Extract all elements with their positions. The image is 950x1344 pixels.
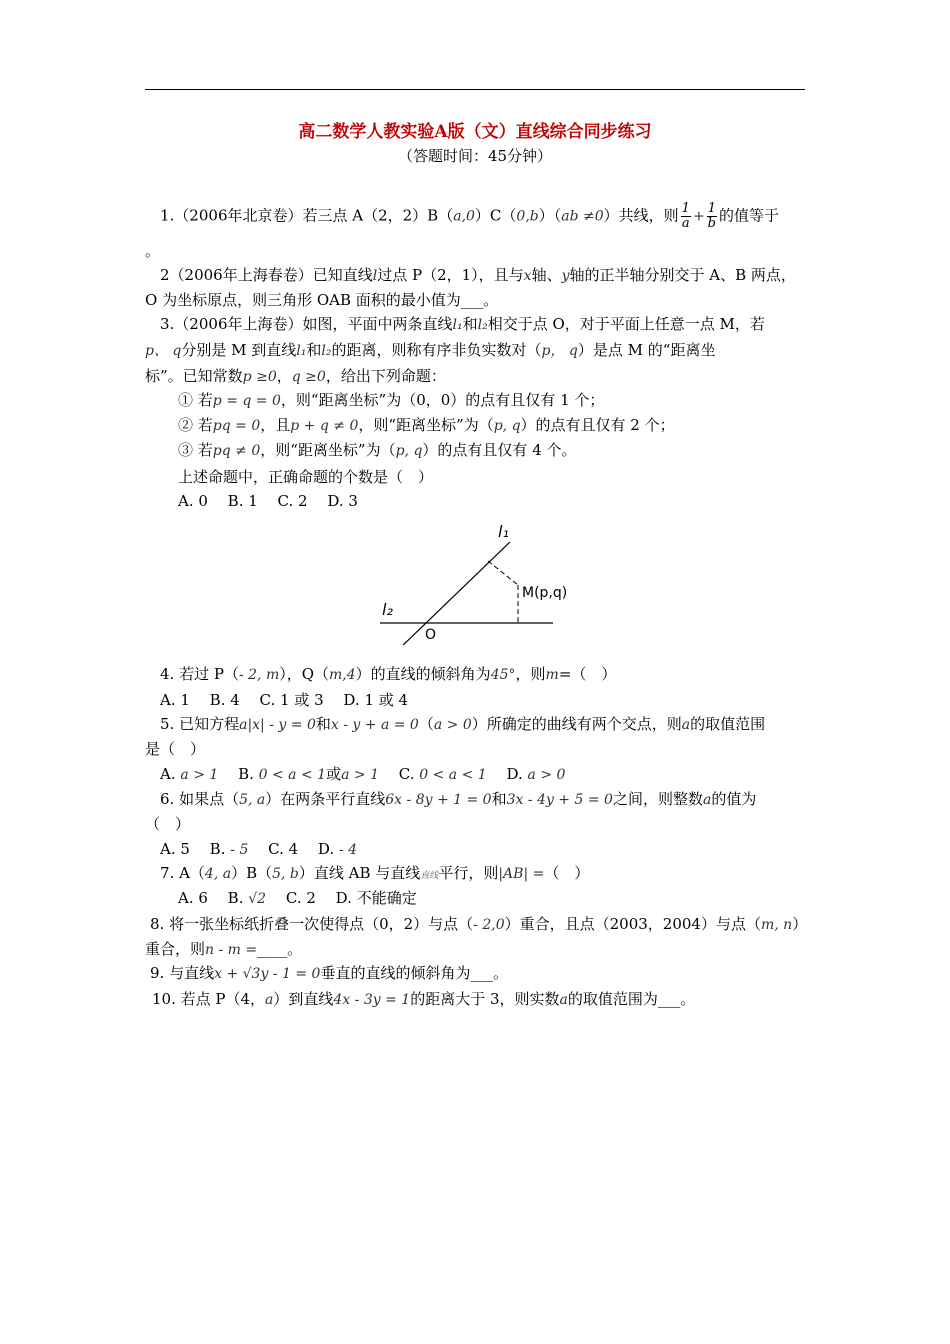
question-3-line-2: p、 q分别是 M 到直线l₁和l₂的距离，则称有序非负实数对（p， q）是点 M 的“距离坐 xyxy=(145,341,716,359)
question-6-options: A. 5 B. - 5 C. 4 D. - 4 xyxy=(160,840,358,858)
question-4: 4. 若过 P（- 2, m），Q（m,4）的直线的倾斜角为45°，则m=（ ） xyxy=(160,665,617,683)
question-8-line-1: 8. 将一张坐标纸折叠一次使得点（0，2）与点（- 2,0）重合，且点（2003，2004）与点（m, n） xyxy=(150,915,808,933)
statement-1: ① 若p = q = 0，则“距离坐标”为（0，0）的点有且仅有 1 个； xyxy=(178,391,605,409)
question-7-options: A. 6 B. √2 C. 2 D. 不能确定 xyxy=(178,889,417,907)
perpendicular-to-l1 xyxy=(488,561,518,585)
question-3-options: A. 0 B. 1 C. 2 D. 3 xyxy=(178,492,358,510)
statement-3: ③ 若pq ≠ 0，则“距离坐标”为（p, q）的点有且仅有 4 个。 xyxy=(178,441,577,459)
question-1-end: 。 xyxy=(145,242,161,260)
line-l1 xyxy=(398,542,510,645)
question-5-options: A. a > 1 B. 0 < a < 1或a > 1 C. 0 < a < 1 D. a > 0 xyxy=(160,765,566,783)
question-8-line-2: 重合，则n - m =____。 xyxy=(145,940,303,958)
label-point-m: M(p,q) xyxy=(522,585,568,601)
question-7: 7. A（4, a）B（5, b）直线 AB 与直线直线平行，则|AB| =（ ） xyxy=(160,864,590,882)
page-subtitle: （答题时间：45分钟） xyxy=(397,147,553,165)
distance-coordinate-diagram xyxy=(370,515,570,645)
question-5-line-2: 是（ ） xyxy=(145,740,206,758)
label-l2: l₂ xyxy=(382,600,393,619)
question-10: 10. 若点 P（4，a）到直线4x - 3y = 1的距离大于 3，则实数a的取值范围为___。 xyxy=(152,990,696,1008)
question-3-line-3: 标”。已知常数p ≥0，q ≥0，给出下列命题： xyxy=(145,367,446,385)
question-1: 1.（2006年北京卷）若三点 A（2，2）B（a,0）C（0,b）（ab ≠0）共线，则 $\frac{1}{a}$ + $\frac{1}{b}$ 的值等于 xyxy=(160,201,779,231)
question-9: 9. 与直线x + √3y - 1 = 0垂直的直线的倾斜角为___。 xyxy=(150,964,508,982)
page-title: 高二数学人教实验A版（文）直线综合同步练习 xyxy=(298,122,652,142)
fraction-1-over-b: $\frac{1}{b}$ xyxy=(707,201,716,231)
question-6-line-2: （ ） xyxy=(145,815,191,833)
question-4-options: A. 1 B. 4 C. 1 或 3 D. 1 或 4 xyxy=(160,691,409,709)
question-5-line-1: 5. 已知方程a|x| - y = 0和x - y + a = 0（a > 0）所确定的曲线有两个交点，则a的取值范围 xyxy=(160,715,766,733)
question-2-line-2: O 为坐标原点，则三角形 OAB 面积的最小值为___。 xyxy=(145,291,499,309)
question-2-line-1: 2（2006年上海春卷）已知直线l过点 P（2，1），且与x轴、y轴的正半轴分别交于 A、B 两点， xyxy=(160,266,796,284)
label-l1: l₁ xyxy=(498,522,509,541)
question-3-line-1: 3.（2006年上海卷）如图，平面中两条直线l₁和l₂相交于点 O，对于平面上任意一点 M，若 xyxy=(160,315,765,333)
question-3-ask: 上述命题中，正确命题的个数是（ ） xyxy=(178,468,434,486)
header-rule xyxy=(145,89,805,90)
question-6-line-1: 6. 如果点（5, a）在两条平行直线6x - 8y + 1 = 0和3x - 4y + 5 = 0之间，则整数a的值为 xyxy=(160,790,757,808)
statement-2: ② 若pq = 0，且p + q ≠ 0，则“距离坐标”为（p, q）的点有且仅有 2 个； xyxy=(178,416,675,434)
label-origin: O xyxy=(425,627,437,643)
fraction-1-over-a: $\frac{1}{a}$ xyxy=(681,201,690,231)
